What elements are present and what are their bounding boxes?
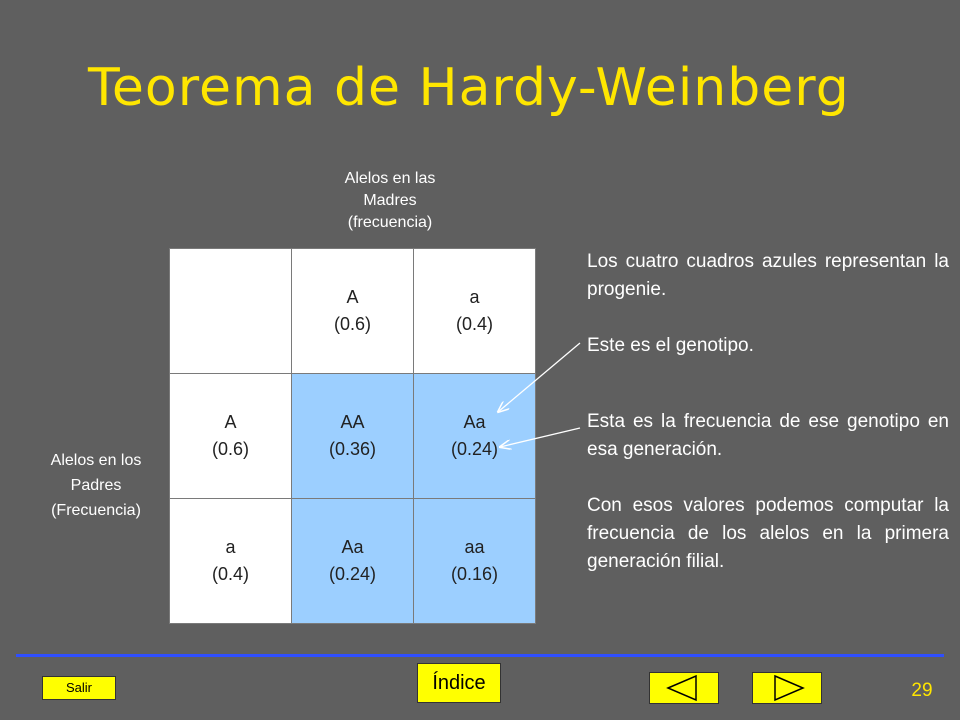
row-header-line: (Frecuencia)	[51, 502, 141, 519]
note-frequency: Esta es la frecuencia de ese genotipo en esa generación.	[587, 411, 949, 460]
slide-title: Teorema de Hardy-Weinberg	[88, 58, 850, 118]
column-header-line: Alelos en las	[344, 170, 436, 187]
note-allele-computation: Con esos valores podemos computar la frecuencia de los alelos en la primera generación filial.	[587, 495, 949, 572]
frequency-label: (0.6)	[333, 314, 371, 334]
exit-button[interactable]: Salir	[42, 676, 116, 700]
footer-divider	[16, 654, 944, 657]
allele-label: a	[469, 287, 480, 307]
allele-label: a	[225, 537, 236, 557]
frequency-label: (0.4)	[211, 564, 249, 584]
row-header-line: Alelos en los	[50, 452, 142, 469]
genotype-label: AA	[340, 412, 365, 432]
triangle-left-icon	[650, 673, 718, 703]
index-button[interactable]: Índice	[417, 663, 501, 703]
column-header-line: (frecuencia)	[347, 214, 433, 231]
genotype-label: Aa	[341, 537, 364, 557]
column-header-line: Madres	[363, 192, 417, 209]
frequency-label: (0.16)	[450, 564, 499, 584]
genotype-label: aa	[464, 537, 485, 557]
triangle-right-icon	[753, 673, 821, 703]
frequency-label: (0.24)	[328, 564, 377, 584]
arrow-to-frequency	[500, 428, 580, 447]
note-genotype: Este es el genotipo.	[587, 335, 754, 356]
note-progeny: Los cuatro cuadros azules representan la progenie.	[587, 251, 949, 300]
arrow-to-genotype	[498, 343, 580, 412]
row-header-line: Padres	[70, 477, 122, 494]
frequency-label: (0.4)	[455, 314, 493, 334]
allele-label: A	[346, 287, 359, 307]
frequency-label: (0.24)	[450, 439, 499, 459]
genotype-label: Aa	[463, 412, 486, 432]
allele-label: A	[224, 412, 237, 432]
next-slide-button[interactable]	[752, 672, 822, 704]
frequency-label: (0.36)	[328, 439, 377, 459]
page-number: 29	[911, 680, 933, 701]
frequency-label: (0.6)	[211, 439, 249, 459]
previous-slide-button[interactable]	[649, 672, 719, 704]
